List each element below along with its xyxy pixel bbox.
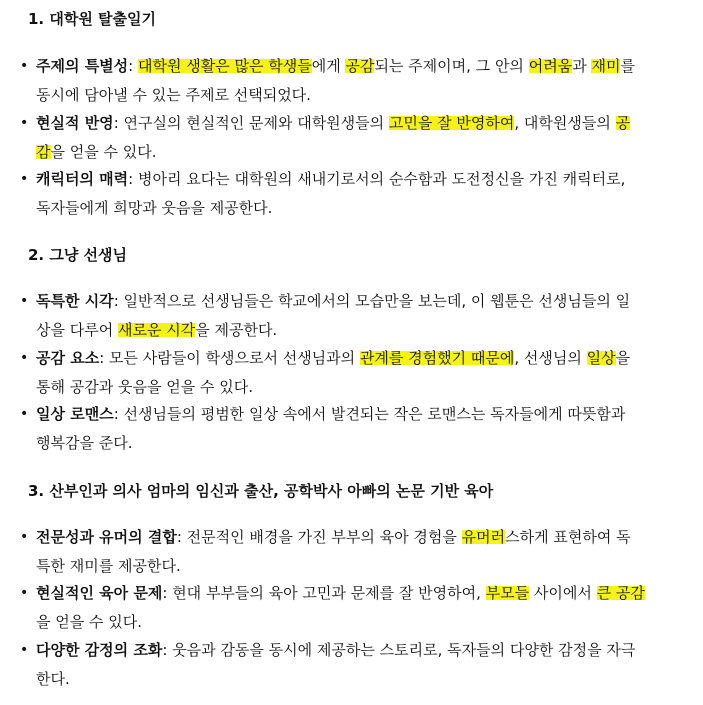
text-run: : 전문적인 배경을 가진 부부의 육아 경험을 [176,528,462,546]
text-run: , 대학원생들의 [514,114,616,132]
text-run: 을 얻을 수 있다. [36,613,143,631]
text-run: 되는 주제이며, 그 안의 [374,57,529,75]
highlighted-text: 관계를 경험했기 때문에 [359,349,515,367]
text-run: 을 제공한다. [195,321,278,339]
highlighted-text: 새로운 시각 [118,321,196,339]
text-run: : [128,57,138,75]
item-3-2-line-1 [36,582,645,604]
item-2-2-line-2 [36,376,253,398]
item-3-1-line-2 [36,555,181,577]
text-run: 한다. [36,670,70,688]
text-run: : 일반적으로 선생님들은 학교에서의 모습만을 보는데, 이 웹툰은 선생님들의 일 [113,292,631,310]
text-run: 을 얻을 수 있다. [50,143,157,161]
bold-term: 다양한 감정의 조화 [36,641,163,659]
text-run: : 연구실의 현실적인 문제와 대학원생들의 [113,114,389,132]
text-run: 행복감을 준다. [36,434,133,452]
bold-term: 전문성과 유머의 결합 [36,528,177,546]
item-3-1-line-1 [36,526,631,548]
bullet-icon: • [20,406,29,422]
bold-term: 현실적인 육아 문제 [36,584,163,602]
section-title-2: 2. 그냥 선생님 [28,246,128,264]
highlighted-text: 감 [36,143,51,161]
text-run: 통해 공감과 웃음을 얻을 수 있다. [36,378,253,396]
highlighted-text: 재미 [591,57,621,75]
item-2-1-line-2 [36,319,277,341]
bold-term: 캐릭터의 매력 [36,170,129,188]
highlighted-text: 공 [615,114,631,132]
item-3-2-line-2 [36,611,142,633]
text-run: 를 [620,57,635,75]
bullet-icon: • [20,642,29,658]
bullet-icon: • [20,585,29,601]
item-3-3-line-1 [36,639,635,661]
item-1-2-line-1 [36,112,630,134]
section-title-1: 1. 대학원 탈출일기 [28,10,157,28]
bullet-icon: • [20,58,29,74]
bullet-icon: • [20,115,29,131]
highlighted-text: 일상 [586,349,616,367]
text-run: : 현대 부부들의 육아 고민과 문제를 잘 반영하여, [162,584,486,602]
bold-term: 주제의 특별성 [36,57,129,75]
bullet-icon: • [20,171,29,187]
text-run: 에게 [311,57,346,75]
bold-term: 공감 요소 [36,349,100,367]
highlighted-text: 대학원 생활은 많은 학생들 [138,57,312,75]
text-run: : 웃음과 감동을 동시에 제공하는 스토리로, 독자들의 다양한 감정을 자극 [162,641,636,659]
item-2-3-line-2 [36,432,132,454]
item-2-2-line-1 [36,347,630,369]
highlighted-text: 큰 공감 [596,584,645,602]
text-run: : 모든 사람들이 학생으로서 선생님과의 [99,349,360,367]
section-title-3: 3. 산부인과 의사 엄마의 임신과 출산, 공학박사 아빠의 논문 기반 육아 [28,482,494,500]
highlighted-text: 공감 [345,57,375,75]
text-run: 스하게 표현하여 독 [505,528,631,546]
text-run: 사이에서 [529,584,597,602]
item-1-2-line-2 [36,141,157,163]
text-run: : 선생님들의 평범한 일상 속에서 발견되는 작은 로맨스는 독자들에게 따뜻함과 [113,405,626,423]
bullet-icon: • [20,350,29,366]
item-1-3-line-1 [36,168,625,190]
bold-term: 독특한 시각 [36,292,114,310]
bold-term: 현실적 반영 [36,114,114,132]
text-run: 과 [572,57,592,75]
text-run: 특한 재미를 제공한다. [36,557,181,575]
text-run: 을 [615,349,631,367]
text-run: 독자들에게 희망과 웃음을 제공한다. [36,199,273,217]
bullet-icon: • [20,293,29,309]
item-2-3-line-1 [36,403,625,425]
bold-term: 일상 로맨스 [36,405,114,423]
highlighted-text: 고민을 잘 반영하여 [388,114,515,132]
text-run: , 선생님의 [514,349,587,367]
highlighted-text: 유머러 [461,528,506,546]
item-1-3-line-2 [36,197,272,219]
text-run: 상을 다루어 [36,321,118,339]
item-2-1-line-1 [36,290,630,312]
text-run: 동시에 담아낼 수 있는 주제로 선택되었다. [36,86,311,104]
item-3-3-line-2 [36,668,70,690]
text-run: : 병아리 요다는 대학원의 새내기로서의 순수함과 도전정신을 가진 캐릭터로, [128,170,626,188]
item-1-1-line-1 [36,55,635,77]
bullet-icon: • [20,529,29,545]
item-1-1-line-2 [36,84,311,106]
highlighted-text: 어려움 [528,57,573,75]
highlighted-text: 부모들 [485,584,530,602]
